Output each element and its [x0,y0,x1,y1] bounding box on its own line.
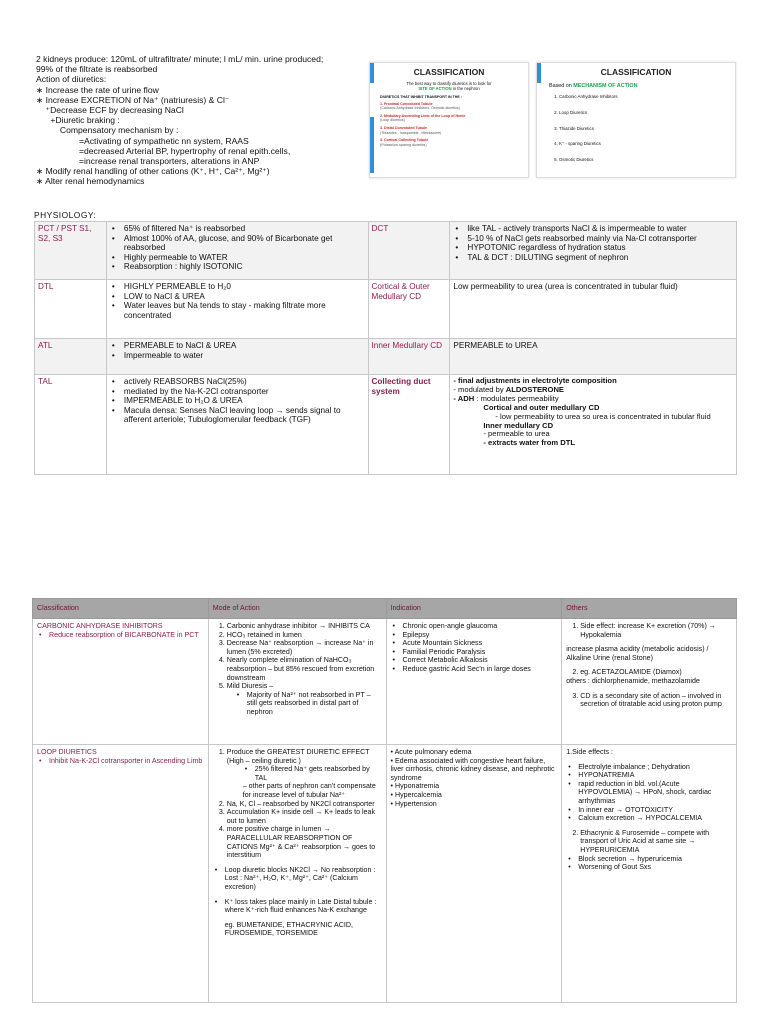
cd-line: Cortical and outer medullary CD [483,402,600,412]
list-item: 2. Ethacrynic & Furosemide – compete with transport of Uric Acid at same site → HYPERURICEMIA [580,829,732,855]
slide-subtitle-line [370,86,528,91]
list-item: 4. Nearly complete elimination of NaHCO₃ reabsorption – but 85% rescued from excretion downstream [227,656,382,682]
physiology-table [34,221,737,475]
cd-text-bold: ALDOSTERONE [505,384,564,394]
list-item: • 65% of filtered Na⁺ is reabsorbed [110,224,365,234]
list-item: • Epilepsy [391,631,558,640]
intro-line: +Diuretic braking : [36,115,120,126]
others-cell [562,745,737,1003]
table-row [35,339,737,375]
table-header-row [33,599,737,619]
moa-cell [208,619,386,745]
indication-cell [386,745,562,1003]
list-item: • Hypertension [390,799,437,808]
segment-label: Collecting duct system [368,375,450,475]
intro-line: =decreased Arterial BP, hypertrophy of renal epith.cells, [36,145,291,156]
physiology-heading: PHYSIOLOGY: [34,210,97,220]
intro-line: ⁺Decrease ECF by decreasing NaCl [36,105,184,116]
list-item: • 25% filtered Na⁺ gets reabsorbed by TAL [243,765,382,782]
site-list [380,95,522,147]
list-item: • IMPERMEABLE to H₂O & UREA [110,396,365,406]
list-item: • In inner ear → OTOTOXICITY [566,806,732,815]
intro-line: =increase renal transporters, alterations in ANP [36,156,260,167]
list-item: • HYPONATREMIA [566,771,732,780]
cd-line: Inner medullary CD [483,420,554,430]
mechanism-highlight: MECHANISM OF ACTION [573,83,638,89]
list-item: • Impermeable to water [110,351,365,361]
slide-subtitle-rest: in the nephron [451,86,480,91]
list-item: 5. Mild Diuresis – [227,682,382,691]
others-cell [562,619,737,745]
moa-cell [208,745,386,1003]
cd-line: - final adjustments in electrolyte composition [453,376,617,385]
list-item: 1. Produce the GREATEST DIURETIC EFFECT (High – ceiling diuretic ) [227,748,382,765]
segment-label: Cortical & Outer Medullary CD [368,280,450,339]
table-row [33,619,737,745]
list-item: • Acute Mountain Sickness [391,639,558,648]
table-row [35,222,737,280]
class-name: CARBONIC ANHYDRASE INHIBITORS [37,622,163,630]
class-cell [33,619,209,745]
list-item: • Macula densa: Senses NaCl leaving loop → sends signal to afferent arteriole; Tubuloglomerular feedback (TGF) [110,406,365,425]
list-item: • 5-10 % of NaCl gets reabsorbed mainly via Na-Cl cotransporter [453,234,733,244]
list-item: • Water leaves but Na tends to stay - making filtrate more concentrated [110,301,365,320]
class-name: LOOP DIURETICS [37,748,97,756]
slide-subtitle [370,81,528,91]
segment-detail: Low permeability to urea (urea is concentrated in tubular fluid) [450,280,737,339]
segment-detail [106,339,368,375]
table-row [33,745,737,1003]
list-item: • Worsening of Gout Sxs [566,863,732,872]
segment-detail [450,375,737,475]
column-header: Indication [386,599,562,619]
column-header: Mode of Action [208,599,386,619]
site-item: 4. Cortical Collecting Tubule [380,138,429,143]
slide-accent-bar [370,63,374,83]
intro-line: 2 kidneys produce: 120mL of ultrafiltrate/ minute; l mL/ min. urine produced; [36,54,324,64]
site-item: 3. Distal Convoluted Tubule [380,125,428,130]
table-row [35,375,737,475]
list-item: 2. Na, K, Cl – reabsorbed by NK2Cl cotransporter [227,800,382,809]
mechanism-item: 1. Carbonic Anhydrase Inhibitors [559,95,735,100]
mechanism-item: 2. Loop Diuretics [559,111,735,116]
site-item-detail: (Thiazides - Indapamide , Metolazone) [380,130,442,135]
list-item: 3. CD is a secondary site of action – involved in secretion of titratable acid using proton pump [580,692,732,709]
segment-detail [106,280,368,339]
segment-label: ATL [35,339,107,375]
segment-label: PCT / PST S1, S2, S3 [35,222,107,280]
intro-line: ∗ Modify renal handling of other cations (K⁺, H⁺, Ca²⁺, Mg²⁺) [36,166,270,177]
site-item-detail: (Loop diuretics) [380,118,405,123]
list-item: • K⁺ loss takes place mainly in Late Distal tubule : where K⁺-rich fluid enhances Na-K exchange [213,898,382,915]
list-item: • Reduce gastric Acid Sec'n in large doses [391,665,558,674]
classification-site-slide [369,62,529,178]
column-header: Others [562,599,737,619]
intro-notes [36,54,366,187]
list-item: • Reabsorption : highly ISOTONIC [110,262,365,272]
segment-detail: PERMEABLE to UREA [450,339,737,375]
list-item: 1. Carbonic anhydrase inhibitor → INHIBITS CA [227,622,382,631]
cd-text-bold: - ADH [453,393,475,403]
classification-mechanism-slide [536,62,736,178]
list-item: 2. HCO₃ retained in lumen [227,631,382,640]
table-row [35,280,737,339]
site-item-detail: (Potassium-sparing diuretics) [380,142,427,147]
list-item: • HIGHLY PERMEABLE to H₂0 [110,282,365,292]
site-item-detail: (Carbonic Anhydrase Inhibitors, Osmotic diuretics) [380,106,460,111]
intro-line: Compensatory mechanism by : [36,125,179,136]
list-item: • rapid reduction in bld. vol.(Acute HYPOVOLEMIA) → HPoN, shock, cardiac arrhythmias [566,780,732,806]
segment-label: TAL [35,375,107,475]
list-item: • Calcium excretion → HYPOCALCEMIA [566,814,732,823]
mechanism-item: 5. Osmotic Diuretics [559,158,735,163]
moa-line: – other parts of nephron can't compensate for increase level of tubular Na²⁺ [242,782,376,799]
list-item: 2. eg. ACETAZOLAMIDE (Diamox) [580,668,732,677]
list-item: • PERMEABLE to NaCl & UREA [110,341,365,351]
list-item: • mediated by the Na-K-2Cl cotransporter [110,387,365,397]
segment-label: Inner Medullary CD [368,339,450,375]
segment-label: DTL [35,280,107,339]
intro-line: ∗ Increase the rate of urine flow [36,84,159,95]
list-item: • Hypercalcemia [390,790,442,799]
list-item: • Correct Metabolic Alkalosis [391,656,558,665]
list-item: • HYPOTONIC regardless of hydration status [453,243,733,253]
indication-cell [386,619,562,745]
intro-line: 99% of the filtrate is reabsorbed [36,64,158,75]
list-item: • Edema associated with congestive heart failure, liver cirrhosis, chronic kidney disease, and nephrotic syndrome [390,756,555,782]
slide-subtitle-line: The best way to classify diuretics is to look for [406,81,492,86]
list-item: • Electrolyte imbalance ; Dehydration [566,763,732,772]
slide-accent-bar [370,117,374,173]
list-item: • Block secretion → hyperuricemia [566,855,732,864]
list-item: 4. more positive charge in lumen → PARACELLULAR REABSORPTION OF CATIONS Mg²⁺ & Ca²⁺ reabsorption → goes to interstitium [227,825,382,859]
list-item: • Chronic open-angle glaucoma [391,622,558,631]
class-mechanism: • Inhibit Na-K-2Cl cotransporter in Ascending Limb [37,757,204,766]
slide-accent-bar [537,63,541,83]
list-item: • Acute pulmonary edema [390,748,472,756]
slide-title: CLASSIFICATION [413,67,485,77]
segment-detail [106,375,368,475]
cd-line: - permeable to urea [483,429,550,439]
list-item: • Familial Periodic Paralysis [391,648,558,657]
mechanism-item: 3. Thiazide Diuretics [559,127,735,132]
slide-title: CLASSIFICATION [600,67,672,77]
others-line: 1.Side effects : [566,748,613,756]
intro-line: =Activating of sympathetic nn system, RAAS [36,135,249,146]
cd-text: - modulated by [453,384,506,394]
slide-subtitle [549,83,735,89]
intro-line: ∗ Alter renal hemodynamics [36,176,145,187]
class-cell [33,745,209,1003]
segment-label: DCT [368,222,450,280]
cd-text: : modulates permeability [474,393,559,403]
column-header: Classification [33,599,209,619]
list-item: • Highly permeable to WATER [110,253,365,263]
mechanism-item: 4. K⁺ - sparing Diuretics [559,142,735,147]
segment-detail [450,222,737,280]
list-item: • LOW to NaCl & UREA [110,292,365,302]
list-item: • Hyponatremia [390,782,440,791]
class-mechanism: • Reduce reabsorption of BICARBONATE in PCT [37,631,204,640]
site-item: 2. Medullary Ascending Limb of the Loop of Henle [380,113,466,118]
list-item: • actively REABSORBS NaCl(25%) [110,377,365,387]
cd-line: - extracts water from DTL [483,438,575,448]
list-item: • Majority of Na²⁺ not reabsorbed in PT – still gets reabsorbed in distal part of nephron [235,691,382,717]
diuretics-table [32,598,737,1003]
list-item: • Almost 100% of AA, glucose, and 90% of Bicarbonate get reabsorbed [110,234,365,253]
list-item: 1. Side effect: increase K+ excretion (70%) → Hypokalemia [580,622,732,639]
list-item: • like TAL - actively transports NaCl & is impermeable to water [453,224,733,234]
site-item: 1. Proximal Convoluted Tubule [380,101,433,106]
site-list-header: DIURETICS THAT INHIBIT TRANSPORT IN THE : [380,95,462,99]
intro-line: ∗ Increase EXCRETION of Na⁺ (natriuresis) & Cl⁻ [36,94,230,105]
list-item: 3. Accumulation K+ inside cell → K+ leads to leak out to lumen [227,808,382,825]
intro-line: Action of diuretics: [36,74,107,85]
list-item: • Loop diuretic blocks NK2Cl → No reabsorption : Lost : Na²⁺, H₂O, K⁺, Mg²⁺, Ca²⁺ (Calcium excretion) [213,866,382,892]
list-item: 3. Decrease Na⁺ reabsorption → increase Na⁺ in lumen (5% excreted) [227,639,382,656]
segment-detail [106,222,368,280]
others-line: others : dichlorphenamide, methazolamide [566,676,700,685]
list-item: • TAL & DCT : DILUTING segment of nephron [453,253,733,263]
cd-line: - low permeability to urea so urea is concentrated in tubular fluid [495,411,711,421]
others-line: increase plasma acidity (metabolic acidosis) / Alkaline Urine (renal Stone) [566,645,709,662]
moa-line: eg. BUMETANIDE, ETHACRYNIC ACID, FUROSEMIDE, TORSEMIDE [224,920,353,938]
slide-subtitle-plain: Based on [549,83,574,89]
mechanism-list [559,95,735,163]
site-of-action-highlight: SITE OF ACTION [418,86,452,91]
